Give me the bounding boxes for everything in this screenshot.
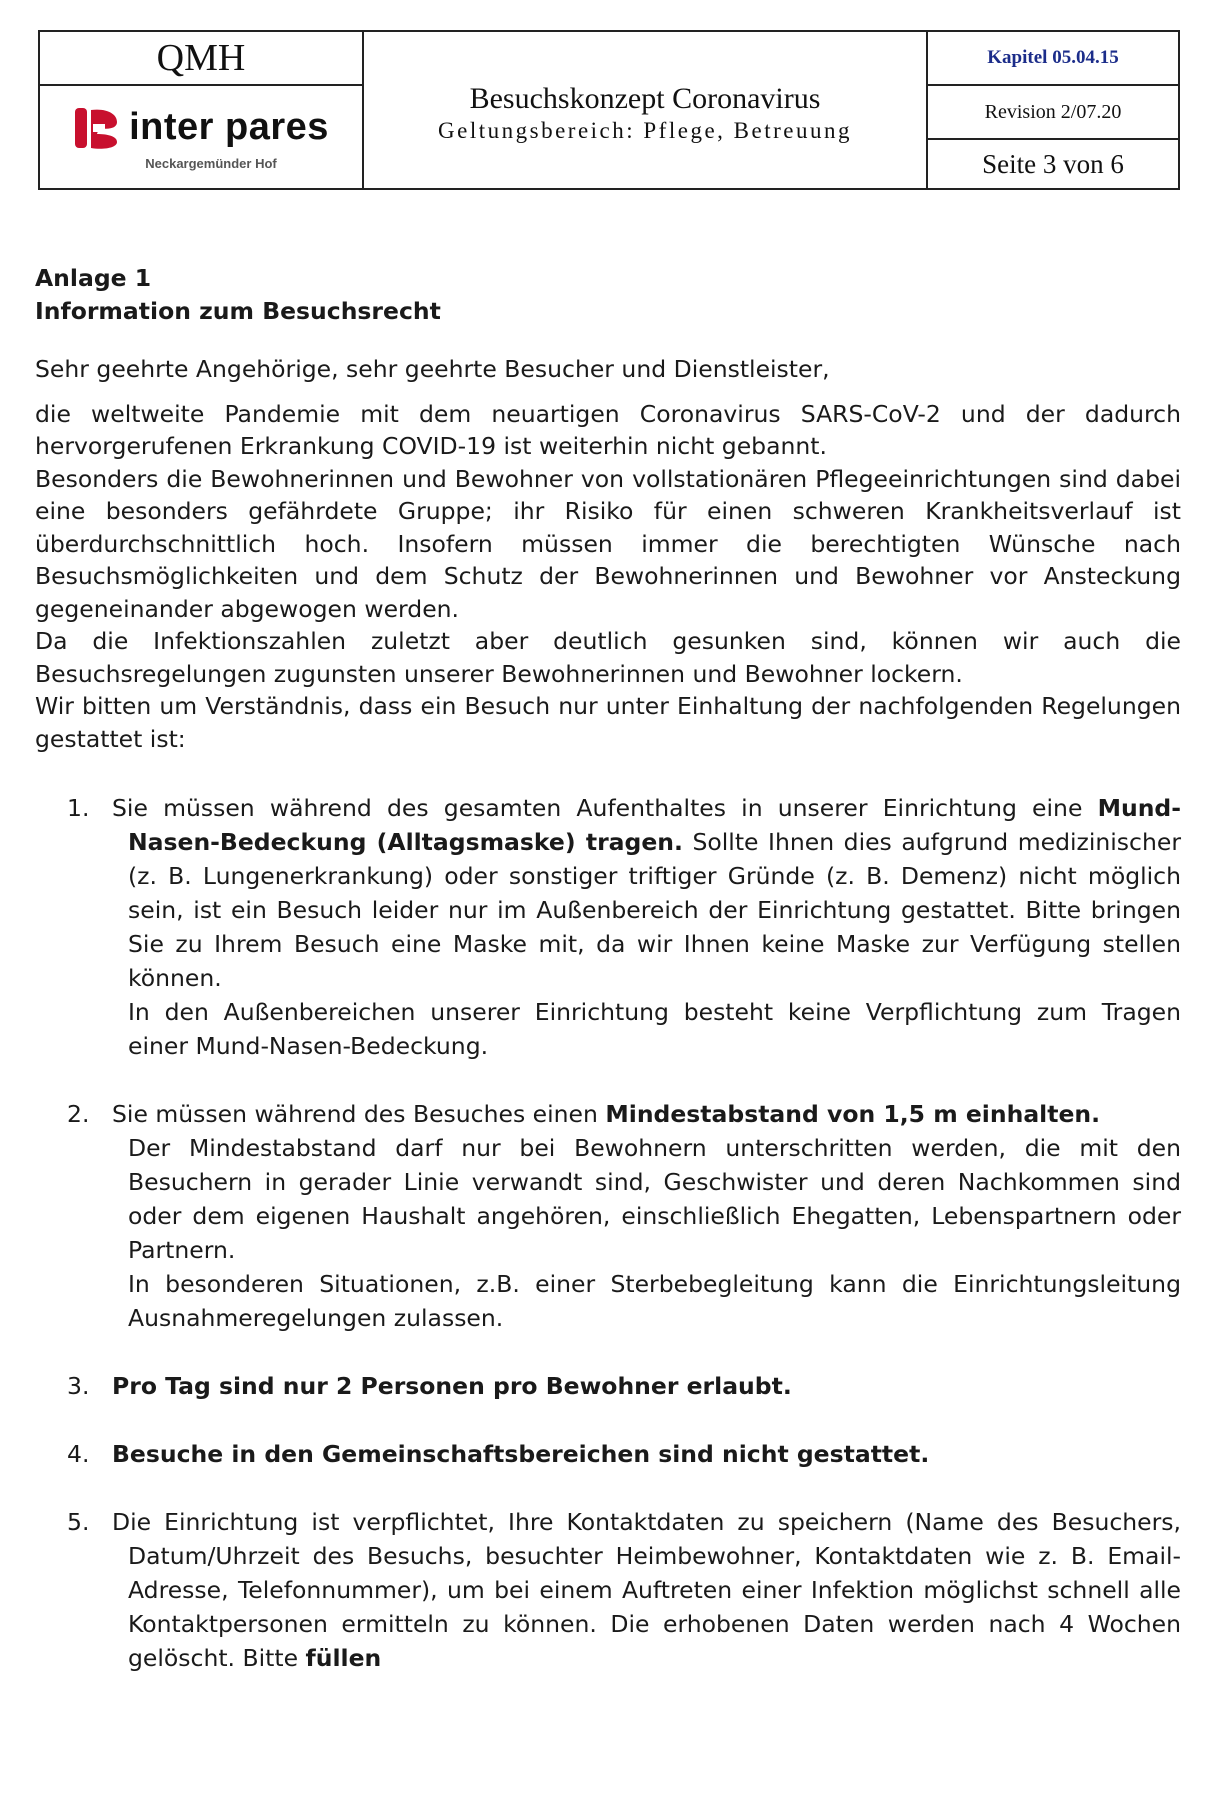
rule-emphasis: füllen xyxy=(305,1644,382,1672)
list-item-number: 2. xyxy=(67,1100,90,1128)
company-logo xyxy=(40,86,362,188)
header-title-cell xyxy=(364,32,928,188)
qmh-label: QMH xyxy=(40,32,362,86)
list-item xyxy=(35,1437,1181,1471)
rule-emphasis: Mund-Nasen-Bedeckung (Alltagsmaske) tragen. xyxy=(128,794,1181,856)
rule-emphasis: Pro Tag sind nur 2 Personen pro Bewohner erlaubt. xyxy=(112,1372,792,1400)
section-heading: Information zum Besuchsrecht xyxy=(35,296,441,325)
rule-text: Der Mindestabstand darf nur bei Bewohnern unterschritten werden, die mit den Besuchern in gerader Linie verwandt sind, Geschwister und deren Nachkommen sind oder dem eigenen Haushalt angehören, einschließlich Ehegatten, Lebenspartnern oder Partnern. xyxy=(128,1134,1181,1264)
rule-text: Sie müssen während des gesamten Aufenthaltes in unserer Einrichtung eine xyxy=(112,794,1098,822)
rule-emphasis: Mindestabstand von 1,5 m einhalten. xyxy=(605,1100,1101,1128)
document-title: Besuchskonzept Coronavirus xyxy=(469,82,821,115)
inter-pares-logo-icon xyxy=(73,104,121,152)
list-item xyxy=(35,1097,1181,1335)
list-item-number: 4. xyxy=(67,1440,90,1468)
rule-text: Sie müssen während des Besuches einen xyxy=(112,1100,606,1128)
document-header-table xyxy=(38,30,1180,190)
paragraph-relaxation: Da die Infektionszahlen zuletzt aber deutlich gesunken sind, können wir auch die Besuchsregelungen zugunsten unserer Bewohnerinnen und Bewohner lockern. xyxy=(35,627,1181,688)
paragraph-intro: die weltweite Pandemie mit dem neuartigen Coronavirus SARS-CoV-2 und der dadurch hervorgerufenen Erkrankung COVID-19 ist weiterhin nicht gebannt. xyxy=(35,399,1181,460)
paragraph-risk-group: Besonders die Bewohnerinnen und Bewohner von vollstationären Pflegeeinrichtungen sind dabei eine besonders gefährdete Gruppe; ihr Risiko für einen schweren Krankheitsverlauf ist überdurchschnittlich hoch. Insofern müssen immer die berechtigten Wünsche nach Besuchsmöglichkeiten und dem Schutz der Bewohnerinnen und Bewohner vor Ansteckung gegeneinander abgewogen werden. xyxy=(35,464,1181,623)
document-scope: Geltungsbereich: Pflege, Betreuung xyxy=(438,118,852,143)
header-left-column xyxy=(40,32,364,188)
header-meta-column xyxy=(928,32,1178,188)
paragraph-request: Wir bitten um Verständnis, dass ein Besuch nur unter Einhaltung der nachfolgenden Regelungen gestattet ist: xyxy=(35,692,1181,753)
list-item xyxy=(35,1505,1181,1675)
rule-text: Die Einrichtung ist verpflichtet, Ihre Kontaktdaten zu speichern (Name des Besuchers, Datum/Uhrzeit des Besuchs, besuchter Heimbewohner, Kontaktdaten wie z. B. Email-Adresse, Telefonnummer), um bei einem Auftreten einer Infektion möglichst schnell alle Kontaktpersonen ermitteln zu können. Die erhobenen Daten werden nach 4 Wochen gelöscht. Bitte xyxy=(112,1508,1181,1672)
rule-text: Sollte Ihnen dies aufgrund medizinischer (z. B. Lungenerkrankung) oder sonstiger triftiger Gründe (z. B. Demenz) nicht möglich sein, ist ein Besuch leider nur im Außenbereich der Einrichtung gestattet. Bitte bringen Sie zu Ihrem Besuch eine Maske mit, da wir Ihnen keine Maske zur Verfügung stellen können. xyxy=(128,828,1181,992)
list-item-number: 3. xyxy=(67,1372,90,1400)
list-item xyxy=(35,791,1181,1063)
rule-emphasis: Besuche in den Gemeinschaftsbereichen sind nicht gestattet. xyxy=(112,1440,930,1468)
list-item-number: 1. xyxy=(67,794,90,822)
logo-subtitle: Neckargemünder Hof xyxy=(145,155,277,171)
visiting-rules-list xyxy=(35,791,1181,1675)
document-body xyxy=(35,262,1181,1709)
rule-note: In den Außenbereichen unserer Einrichtung besteht keine Verpflichtung zum Tragen einer Mund-Nasen-Bedeckung. xyxy=(128,998,1181,1060)
annex-label: Anlage 1 xyxy=(35,264,152,292)
list-item xyxy=(35,1369,1181,1403)
revision-number: Revision 2/07.20 xyxy=(928,86,1178,140)
salutation: Sehr geehrte Angehörige, sehr geehrte Besucher und Dienstleister, xyxy=(35,355,830,383)
logo-wordmark: inter pares xyxy=(129,106,329,148)
list-item-number: 5. xyxy=(67,1508,90,1536)
page-number: Seite 3 von 6 xyxy=(982,148,1124,179)
chapter-number: Kapitel 05.04.15 xyxy=(928,32,1178,86)
rule-note: In besonderen Situationen, z.B. einer Sterbebegleitung kann die Einrichtungsleitung Ausnahmeregelungen zulassen. xyxy=(128,1270,1181,1332)
